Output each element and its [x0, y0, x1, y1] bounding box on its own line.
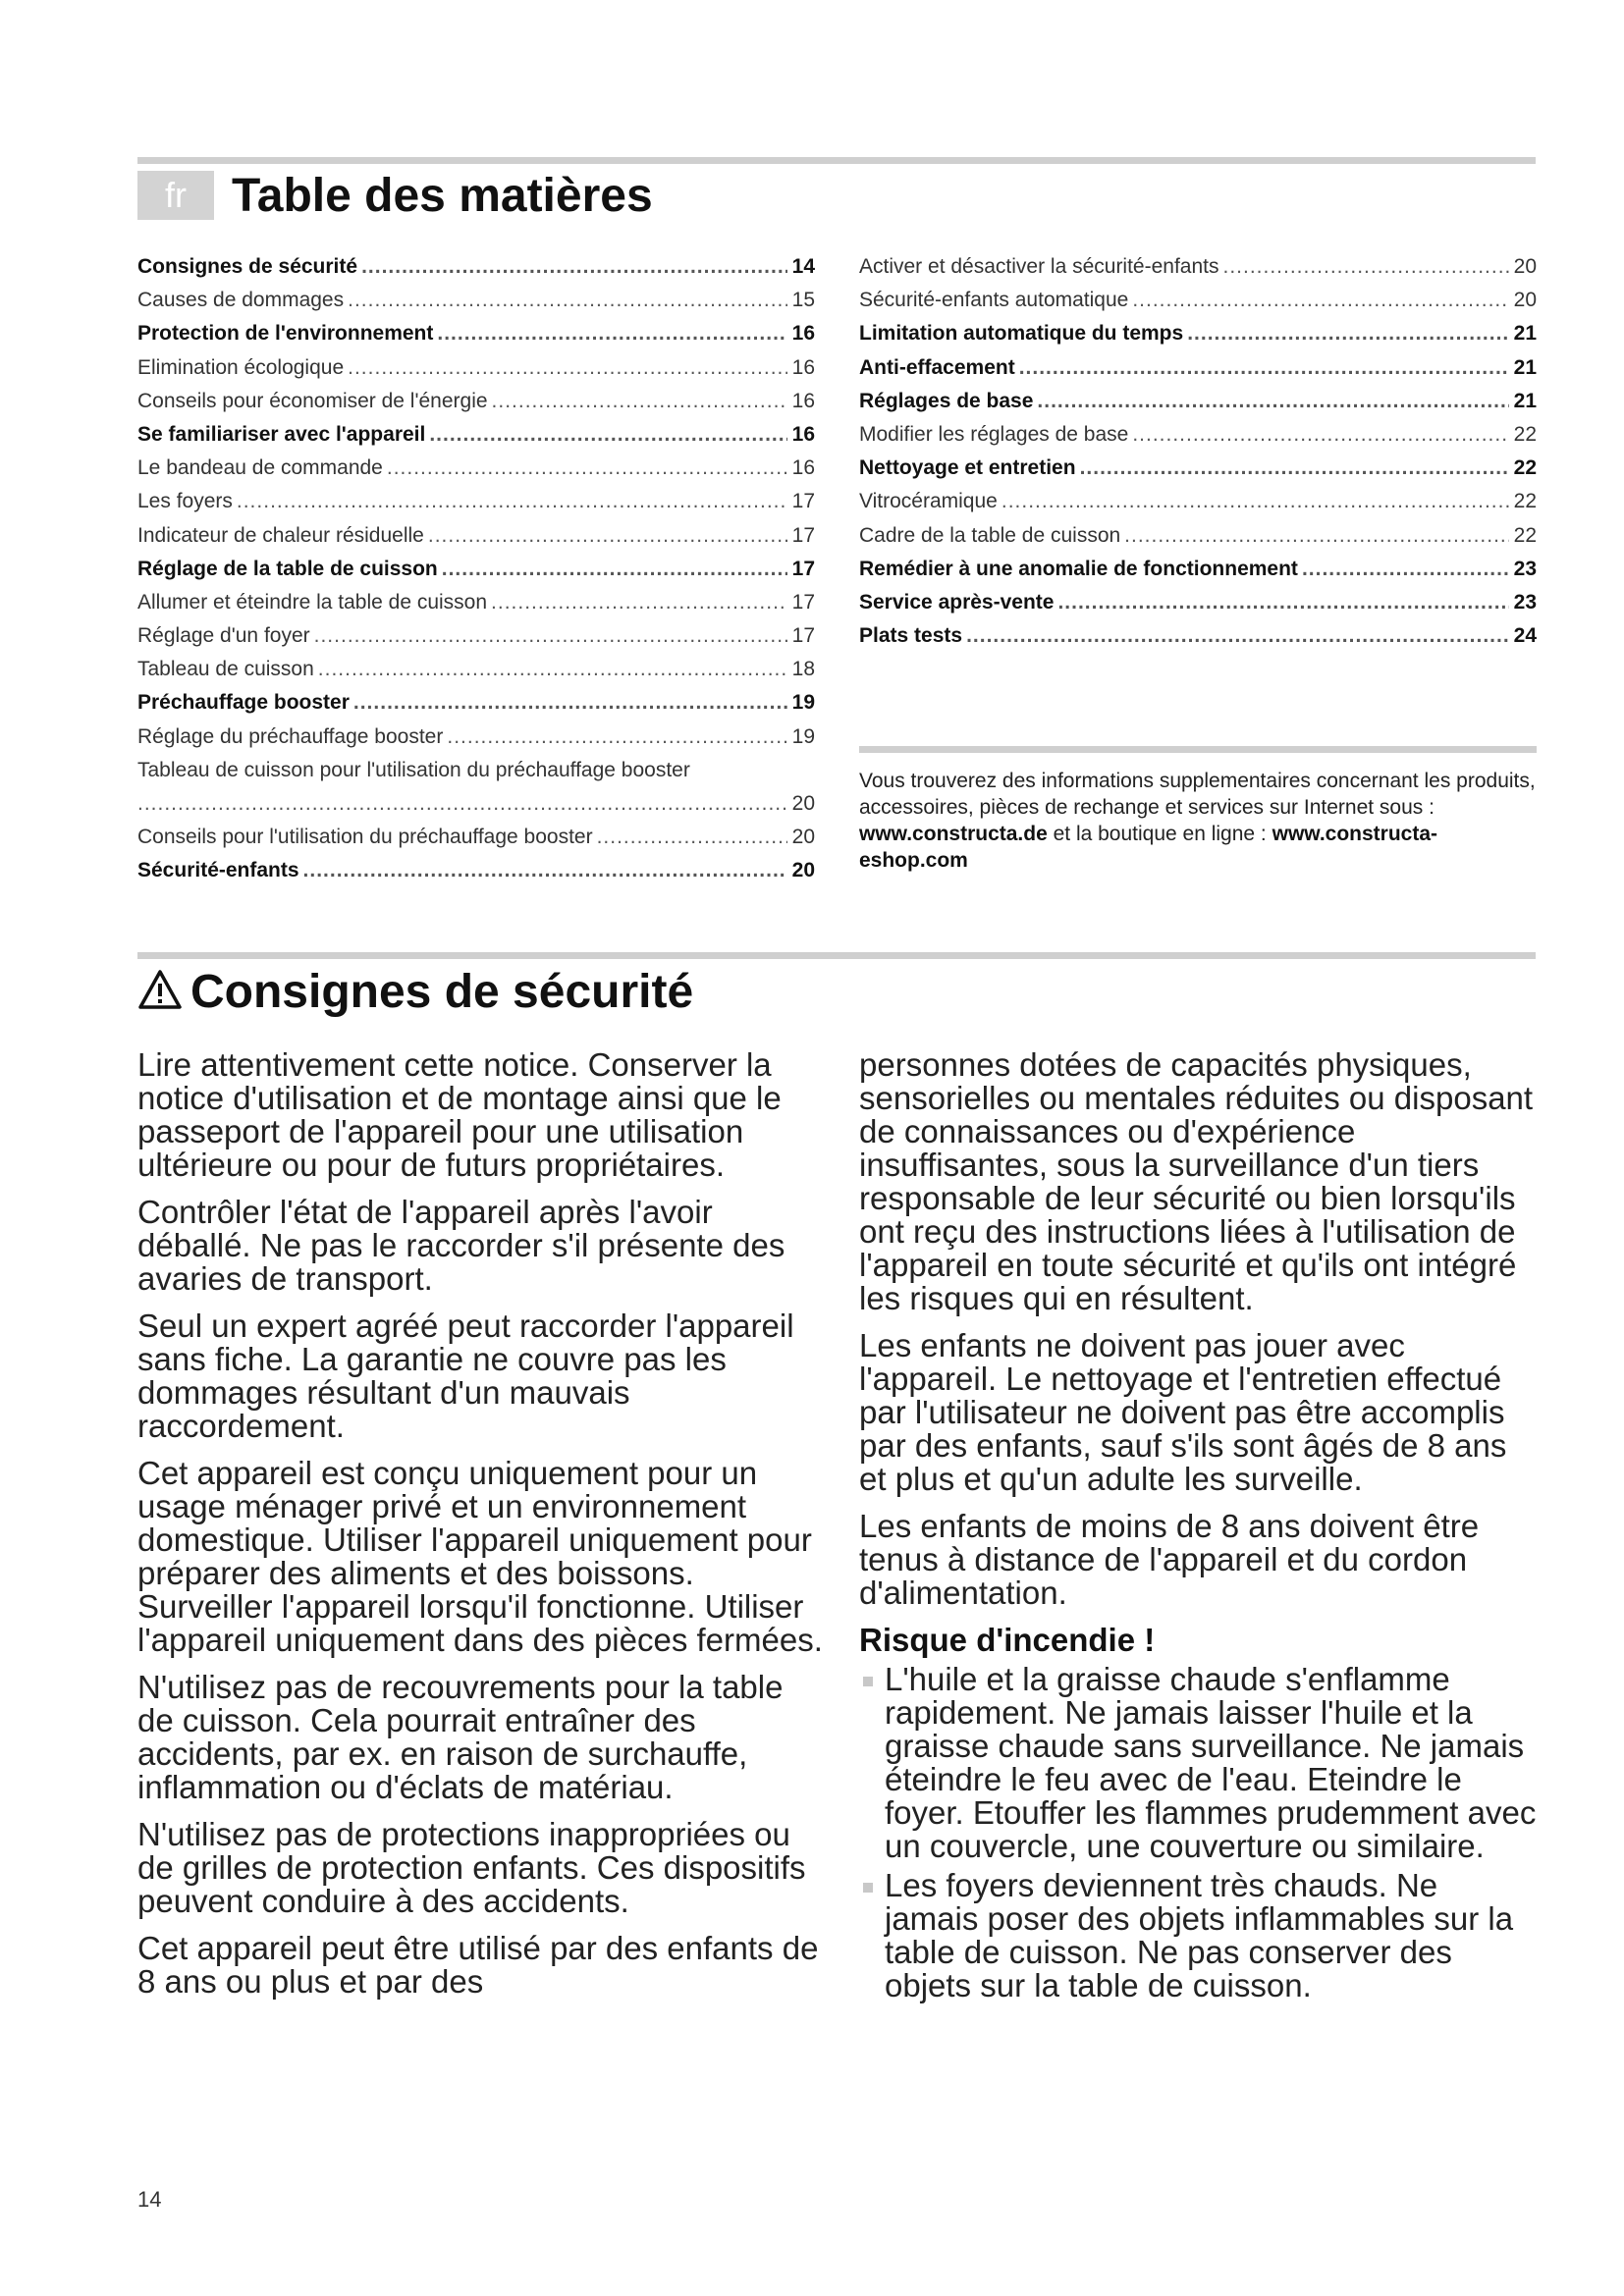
toc-entry[interactable] — [859, 356, 1537, 390]
toc-leader-dots — [303, 859, 787, 882]
toc-entry-page: 16 — [791, 456, 815, 480]
toc-entry-label: Tableau de cuisson — [137, 658, 314, 681]
toc-entry-page: 23 — [1513, 590, 1537, 614]
toc-leader-dots — [1132, 289, 1509, 312]
toc-entry[interactable] — [859, 255, 1537, 289]
toc-entry[interactable] — [137, 591, 815, 624]
toc-entry-label: Réglage de la table de cuisson — [137, 557, 438, 580]
toc-leader-dots — [1223, 255, 1510, 279]
toc-entry-label: Sécurité-enfants automatique — [859, 289, 1129, 312]
toc-entry-page: 18 — [791, 658, 815, 681]
toc-entry-label: Activer et désactiver la sécurité-enfants — [859, 255, 1219, 278]
toc-leader-dots — [491, 591, 787, 614]
toc-leader-dots — [492, 390, 787, 413]
toc-leader-dots — [387, 456, 787, 480]
toc-entry-page: 20 — [1513, 255, 1537, 278]
toc-entry-label: Limitation automatique du temps — [859, 322, 1184, 346]
toc-entry-label: Causes de dommages — [137, 289, 345, 312]
toc-leader-dots — [1001, 490, 1509, 513]
toc-title: Table des matières — [232, 170, 653, 222]
toc-entry[interactable] — [137, 859, 815, 892]
toc-entry[interactable] — [137, 558, 815, 591]
toc-entry[interactable] — [137, 826, 815, 859]
toc-leader-dots — [361, 255, 787, 279]
info-text-middle: et la boutique en ligne : — [1047, 823, 1272, 845]
toc-entry-page: 23 — [1513, 557, 1537, 580]
safety-paragraph: Les enfants de moins de 8 ans doivent être tenus à distance de l'appareil et du cordon d'alimentation. — [859, 1508, 1480, 1611]
fire-bullet-list — [859, 1663, 1537, 2002]
toc-entry-label: Service après-vente — [859, 590, 1055, 614]
toc-entry-label: Conseils pour économiser de l'énergie — [137, 389, 488, 412]
toc-entry[interactable] — [859, 558, 1537, 591]
toc-leader-dots — [1037, 390, 1509, 413]
toc-entry-label: Tableau de cuisson pour l'utilisation du préchauffage booster — [137, 758, 690, 781]
toc-entry[interactable] — [859, 490, 1537, 523]
toc-entry-label: Elimination écologique — [137, 355, 345, 379]
toc-entry[interactable] — [859, 591, 1537, 624]
toc-leader-dots — [1057, 591, 1509, 614]
toc-entry-label: Le bandeau de commande — [137, 456, 383, 480]
info-block — [859, 768, 1537, 874]
info-text: Vous trouverez des informations supplementaires concernant les produits, accessoires, pièces de rechange et services sur Internet sous : — [859, 770, 1536, 819]
safety-title: Consignes de sécurité — [190, 966, 694, 1018]
toc-leader-dots — [353, 691, 787, 715]
safety-rule — [137, 952, 1536, 959]
eshop-link[interactable]: www.constructa-eshop.com — [859, 823, 1438, 872]
safety-paragraph: Seul un expert agréé peut raccorder l'appareil sans fiche. La garantie ne couvre pas les dommages résultant d'un mauvais raccordement. — [137, 1308, 794, 1444]
toc-entry-page: 19 — [791, 724, 815, 748]
toc-entry-page: 22 — [1513, 490, 1537, 513]
toc-entry-page: 22 — [1513, 422, 1537, 446]
safety-title-row — [137, 967, 693, 1021]
toc-leader-dots — [1302, 558, 1509, 581]
toc-entry[interactable] — [137, 456, 815, 490]
fire-bullet-item — [859, 1663, 1537, 1863]
toc-leader-dots — [348, 356, 787, 380]
toc-entry-page: 21 — [1513, 322, 1537, 346]
toc-entry-page: 20 — [1513, 289, 1537, 312]
toc-entry-label: Réglages de base — [859, 389, 1034, 412]
toc-entry-page: 22 — [1513, 523, 1537, 547]
toc-entry-page: 20 — [791, 792, 815, 815]
safety-paragraph: personnes dotées de capacités physiques, sensorielles ou mentales réduites ou disposant de connaissances ou d'expérience insuffisantes, sous la surveillance d'un tiers responsable de leur sécurité ou bien lorsqu'ils ont reçu des instructions liées à l'utilisation de l'appareil en toute sécurité et qu'ils ont intégré les risques qui en résultent. — [859, 1046, 1534, 1316]
toc-entry-page: 16 — [791, 422, 815, 446]
language-tag: fr — [137, 171, 214, 220]
toc-entry-page: 14 — [791, 255, 815, 278]
safety-paragraph: Contrôler l'état de l'appareil après l'avoir déballé. Ne pas le raccorder s'il présente des avaries de transport. — [137, 1194, 785, 1297]
toc-entry[interactable] — [859, 524, 1537, 558]
warning-triangle-icon — [137, 969, 183, 1021]
toc-entry-page: 17 — [791, 624, 815, 648]
toc-entry-label: Allumer et éteindre la table de cuisson — [137, 590, 488, 614]
toc-entry-label: Modifier les réglages de base — [859, 422, 1129, 446]
toc-entry-page: 21 — [1513, 355, 1537, 379]
toc-entry-label: Réglage du préchauffage booster — [137, 724, 444, 748]
toc-leader-dots — [966, 624, 1509, 648]
toc-entry-label: Vitrocéramique — [859, 490, 998, 513]
toc-entry-label: Remédier à une anomalie de fonctionnement — [859, 557, 1298, 580]
toc-entry[interactable] — [859, 289, 1537, 322]
toc-entry-page: 20 — [791, 859, 815, 882]
toc-entry-label: Consignes de sécurité — [137, 255, 358, 278]
toc-right-column — [859, 255, 1537, 658]
toc-entry-page: 22 — [1513, 456, 1537, 480]
toc-leader-dots — [429, 423, 787, 447]
toc-leader-dots — [1187, 322, 1509, 346]
fire-bullet-text: Les foyers deviennent très chauds. Ne jamais poser des objets inflammables sur la table de cuisson. Ne pas conserver des objets sur la table de cuisson. — [885, 1867, 1514, 2003]
toc-entry-label: Nettoyage et entretien — [859, 456, 1076, 480]
toc-entry-page: 17 — [791, 523, 815, 547]
toc-entry[interactable] — [137, 356, 815, 390]
toc-left-column — [137, 255, 815, 893]
safety-left-column — [137, 1048, 825, 2012]
toc-entry-label: Protection de l'environnement — [137, 322, 434, 346]
toc-entry[interactable] — [137, 490, 815, 523]
safety-paragraph: Cet appareil est conçu uniquement pour un usage ménager privé et un environnement domestique. Utiliser l'appareil uniquement pour préparer des aliments et des boissons. Surveiller l'appareil lorsqu'il fonctionne. Utiliser l'appareil uniquement dans des pièces fermées. — [137, 1455, 823, 1658]
toc-entry-label: Réglage d'un foyer — [137, 624, 310, 648]
toc-entry-page: 16 — [791, 355, 815, 379]
toc-leader-dots — [1132, 423, 1509, 447]
toc-entry-label: Indicateur de chaleur résiduelle — [137, 523, 424, 547]
toc-entry[interactable] — [137, 524, 815, 558]
top-rule — [137, 157, 1536, 164]
toc-entry[interactable] — [137, 289, 815, 322]
toc-entry[interactable] — [137, 624, 815, 658]
safety-right-column — [859, 1048, 1537, 2008]
fire-bullet-item — [859, 1869, 1537, 2002]
toc-entry-label: Se familiariser avec l'appareil — [137, 422, 426, 446]
toc-entry[interactable] — [859, 390, 1537, 423]
toc-entry[interactable] — [137, 423, 815, 456]
toc-entry-label: Sécurité-enfants — [137, 859, 299, 882]
toc-entry-label: Cadre de la table de cuisson — [859, 523, 1121, 547]
toc-leader-dots — [447, 725, 787, 749]
toc-entry[interactable] — [137, 255, 815, 289]
toc-entry-continuation — [137, 792, 815, 826]
toc-leader-dots — [597, 826, 787, 849]
toc-entry-page: 24 — [1513, 624, 1537, 648]
website-link[interactable]: www.constructa.de — [859, 823, 1048, 845]
bullet-square-icon — [863, 1883, 873, 1893]
toc-entry-label: Anti-effacement — [859, 355, 1015, 379]
fire-bullet-text: L'huile et la graisse chaude s'enflamme rapidement. Ne jamais laisser l'huile et la graisse chaude sans surveillance. Ne jamais éteindre le feu avec de l'eau. Eteindre le foyer. Etouffer les flammes prudemment avec un couvercle, une couverture ou similaire. — [885, 1661, 1537, 1864]
toc-entry[interactable] — [137, 691, 815, 724]
toc-entry[interactable] — [859, 423, 1537, 456]
toc-leader-dots — [137, 792, 787, 816]
toc-entry-page: 15 — [791, 289, 815, 312]
toc-leader-dots — [442, 558, 787, 581]
toc-entry-label: Conseils pour l'utilisation du préchauffage booster — [137, 826, 593, 849]
safety-paragraph: N'utilisez pas de protections inappropriées ou de grilles de protection enfants. Ces dispositifs peuvent conduire à des accidents. — [137, 1816, 806, 1919]
toc-entry-page: 20 — [791, 826, 815, 849]
toc-entry-page: 17 — [791, 557, 815, 580]
toc-entry-page: 16 — [791, 322, 815, 346]
toc-entry-label: Les foyers — [137, 490, 233, 513]
toc-entry[interactable] — [137, 390, 815, 423]
toc-entry-page: 19 — [791, 691, 815, 715]
toc-leader-dots — [437, 322, 787, 346]
toc-entry[interactable] — [137, 725, 815, 759]
toc-leader-dots — [318, 658, 787, 681]
toc-entry[interactable] — [859, 322, 1537, 355]
safety-paragraph: Les enfants ne doivent pas jouer avec l'appareil. Le nettoyage et l'entretien effectué par l'utilisateur ne doivent pas être accomplis par des enfants, sauf s'ils sont âgés de 8 ans et plus et qu'un adulte les surveille. — [859, 1327, 1507, 1497]
toc-entry-page: 17 — [791, 490, 815, 513]
toc-entry-page: 21 — [1513, 389, 1537, 412]
toc-leader-dots — [1124, 524, 1509, 548]
toc-entry-label: Préchauffage booster — [137, 691, 350, 715]
safety-paragraph: N'utilisez pas de recouvrements pour la table de cuisson. Cela pourrait entraîner des accidents, par ex. en raison de surchauffe, inflammation ou d'éclats de matériau. — [137, 1669, 784, 1805]
toc-entry[interactable] — [137, 658, 815, 691]
toc-entry-label: Plats tests — [859, 624, 963, 648]
safety-paragraph: Lire attentivement cette notice. Conserver la notice d'utilisation et de montage ainsi que le passeport de l'appareil pour une utilisation ultérieure ou pour de futurs propriétaires. — [137, 1046, 782, 1183]
bullet-square-icon — [863, 1677, 873, 1686]
fire-heading: Risque d'incendie ! — [859, 1622, 1156, 1658]
info-rule — [859, 746, 1537, 753]
toc-entry-page: 16 — [791, 389, 815, 412]
toc-leader-dots — [237, 490, 787, 513]
toc-entry[interactable] — [859, 456, 1537, 490]
toc-leader-dots — [348, 289, 787, 312]
toc-entry[interactable] — [137, 759, 815, 792]
toc-leader-dots — [1080, 456, 1509, 480]
page-number: 14 — [137, 2187, 162, 2212]
toc-entry[interactable] — [859, 624, 1537, 658]
toc-leader-dots — [428, 524, 787, 548]
toc-entry[interactable] — [137, 322, 815, 355]
toc-leader-dots — [314, 624, 787, 648]
toc-entry-page: 17 — [791, 590, 815, 614]
toc-leader-dots — [1019, 356, 1509, 380]
safety-paragraph: Cet appareil peut être utilisé par des enfants de 8 ans ou plus et par des — [137, 1930, 819, 2000]
